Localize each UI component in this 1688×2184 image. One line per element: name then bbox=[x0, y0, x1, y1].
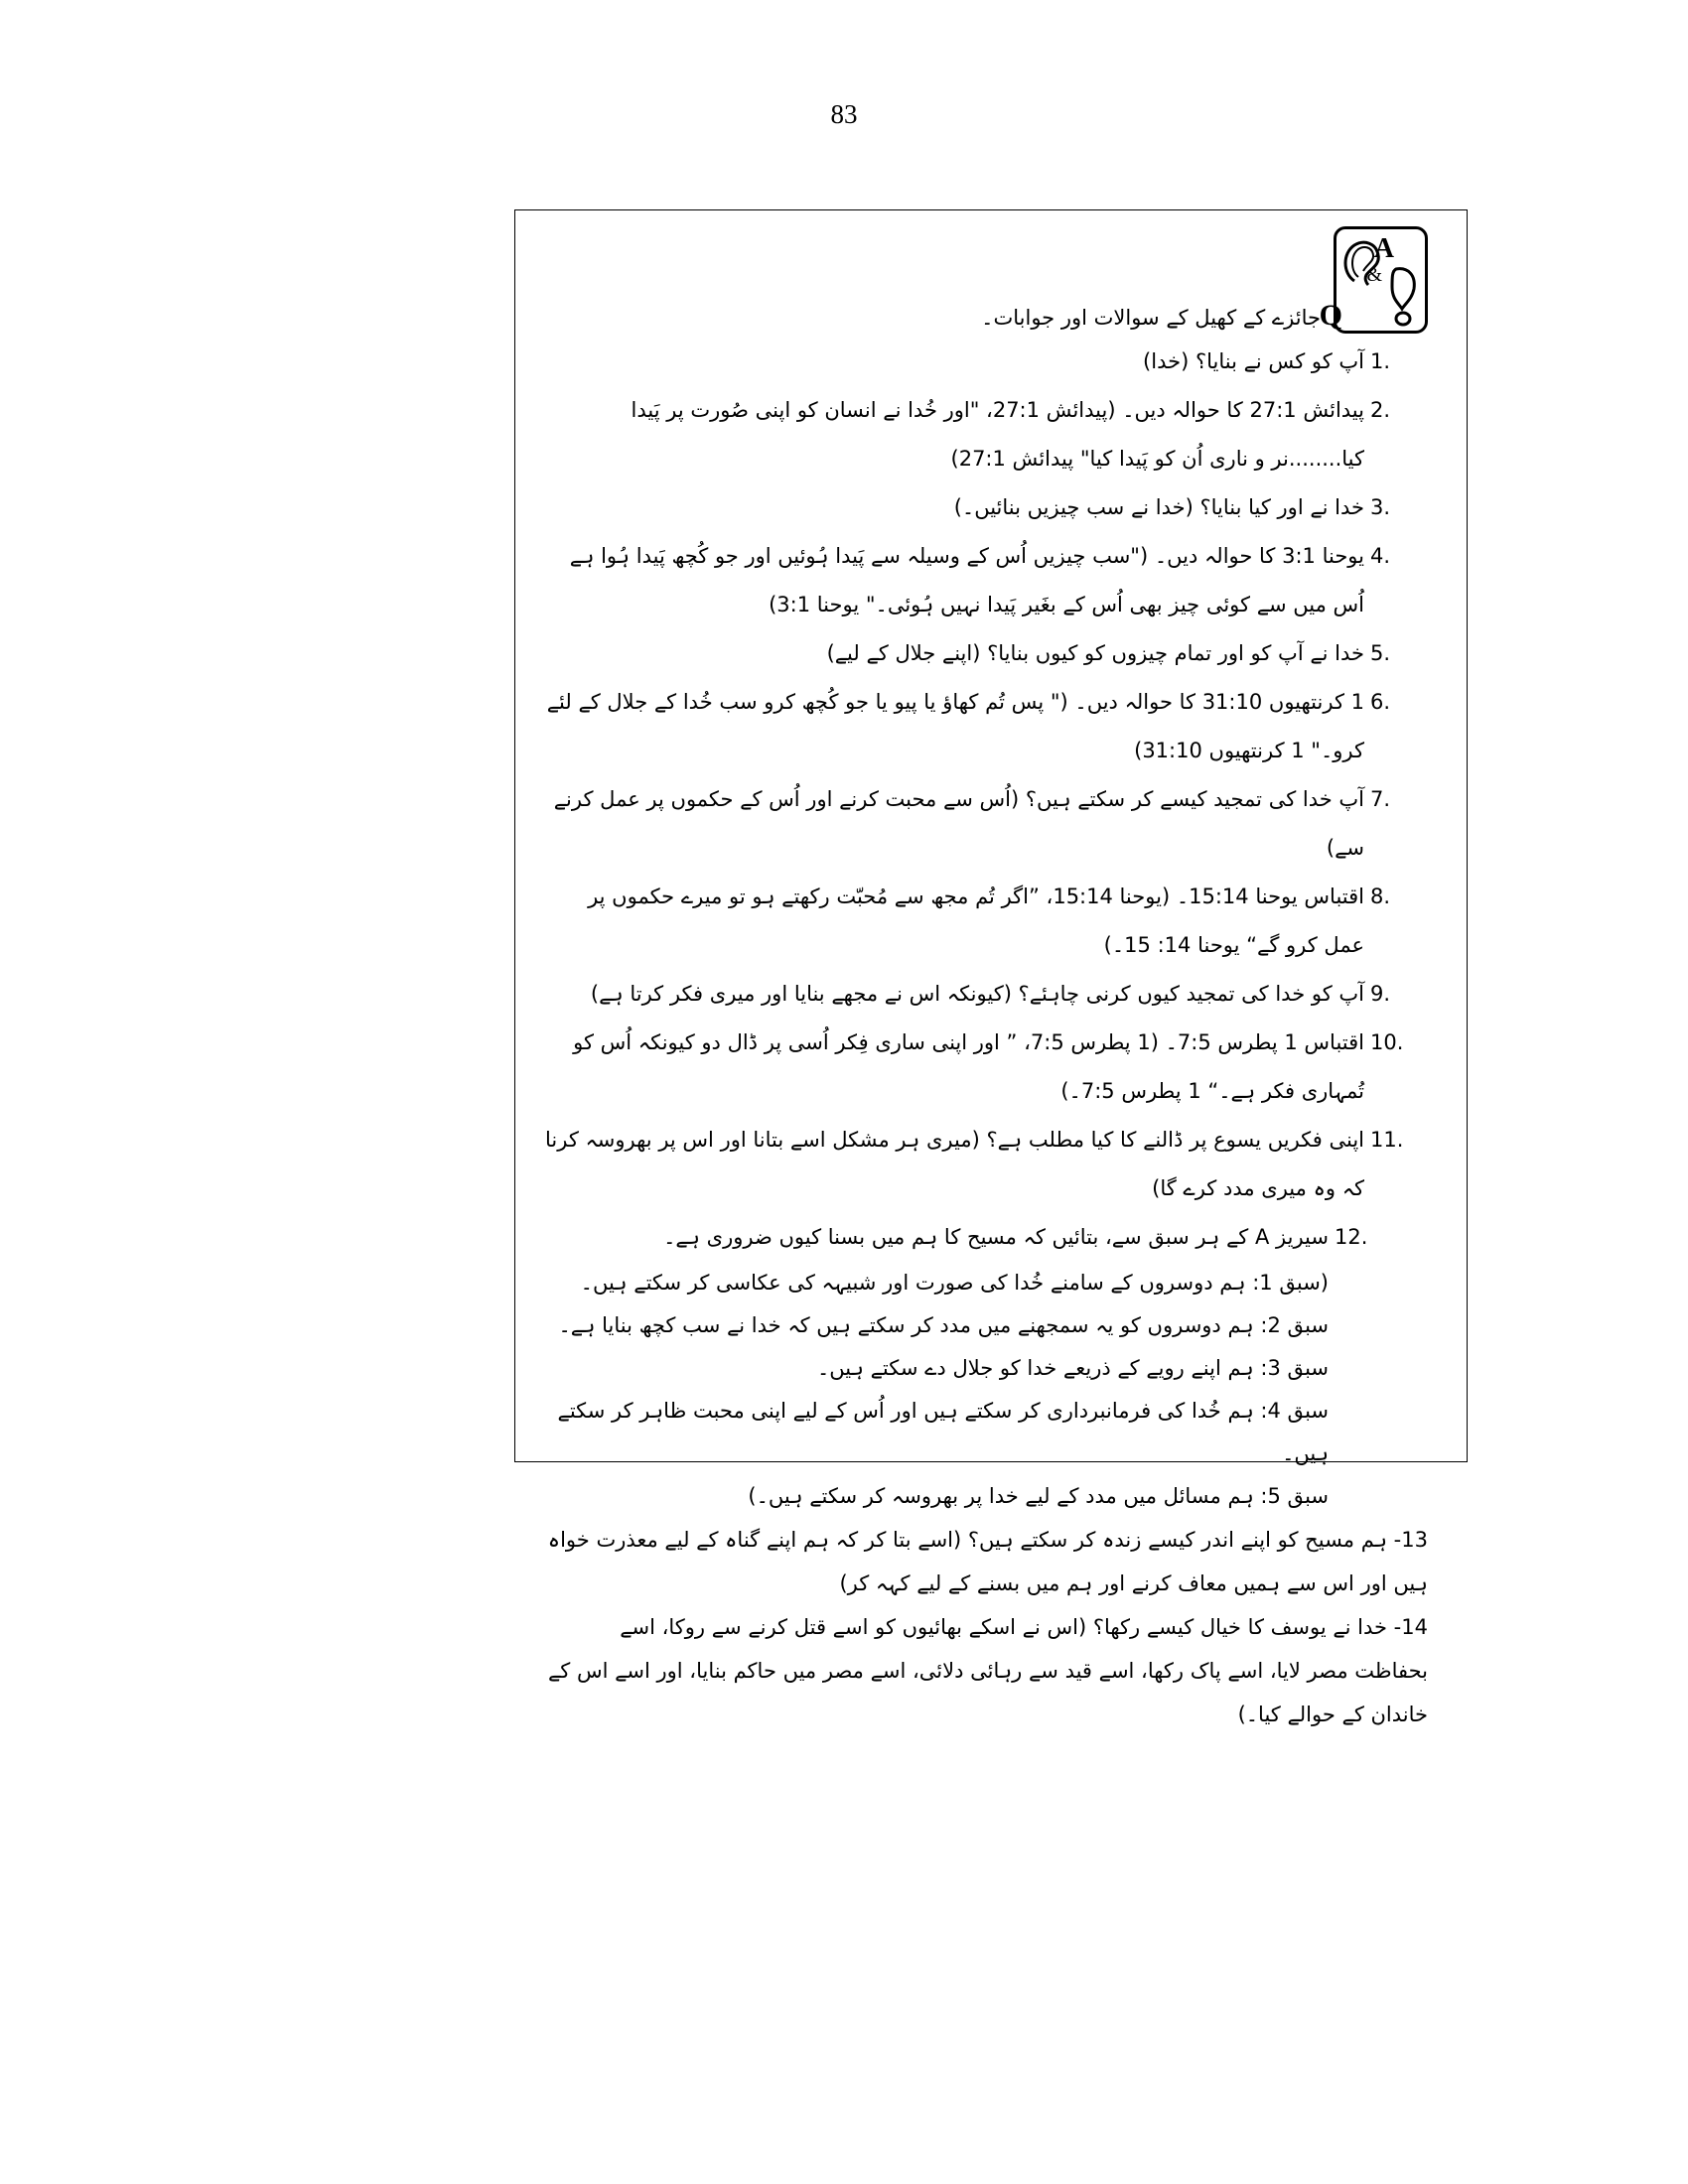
item-number: 8. bbox=[1370, 885, 1391, 908]
item-text: خدا نے آپ کو اور تمام چیزوں کو کیوں بنایا؟ (اپنے جلال کے لیے) bbox=[826, 641, 1364, 665]
badge-letter-a: A bbox=[1373, 233, 1394, 264]
item-text: آپ خدا کی تمجید کیسے کر سکتے ہیں؟ (اُس سے محبت کرنے اور اُس کے حکموں پر عمل کرنے سے) bbox=[553, 787, 1364, 860]
item-number: 6. bbox=[1370, 690, 1391, 714]
question-item bbox=[544, 678, 1428, 775]
lesson-item: سبق 2: ہم دوسروں کو یہ سمجھنے میں مدد کر سکتے ہیں کہ خدا نے سب کچھ بنایا ہے۔ bbox=[558, 1313, 1329, 1337]
item-number: 5. bbox=[1370, 641, 1391, 665]
question-item-13: 13- ہم مسیح کو اپنے اندر کیسے زندہ کر سکتے ہیں؟ (اسے بتا کر کہ ہم اپنے گناہ کے لیے معذرت خواہ ہیں اور اس سے ہمیں معاف کرنے اور ہم میں بسنے کے لیے کہہ کر) bbox=[547, 1528, 1428, 1595]
question-answer-icon bbox=[1319, 226, 1428, 334]
question-item bbox=[544, 775, 1428, 873]
item-number: 7. bbox=[1370, 787, 1391, 811]
item-text: اپنی فکریں یسوع پر ڈالنے کا کیا مطلب ہے؟ (میری ہر مشکل اسے بتانا اور اس پر بھروسہ کرنا کہ وہ میری مدد کرے گا) bbox=[544, 1128, 1364, 1200]
lesson-item: (سبق 1: ہم دوسروں کے سامنے خُدا کی صورت اور شبیہہ کی عکاسی کر سکتے ہیں۔ bbox=[580, 1271, 1329, 1295]
question-item bbox=[544, 873, 1428, 970]
item-number: 1. bbox=[1370, 349, 1391, 373]
item-number: 3. bbox=[1370, 495, 1391, 519]
item-text: آپ کو کس نے بنایا؟ (خدا) bbox=[1143, 349, 1364, 373]
item-text: خدا نے اور کیا بنایا؟ (خدا نے سب چیزیں بنائیں۔) bbox=[953, 495, 1364, 519]
lesson-list bbox=[544, 1262, 1428, 1518]
question-item bbox=[544, 1019, 1428, 1116]
lesson-item: سبق 3: ہم اپنے رویے کے ذریعے خدا کو جلال دے سکتے ہیں۔ bbox=[817, 1356, 1329, 1380]
question-item-14: 14- خدا نے یوسف کا خیال کیسے رکھا؟ (اس نے اسکے بھائیوں کو اسے قتل کرنے سے روکا، اسے بحفاظت مصر لایا، اسے پاک رکھا، اسے قید سے رہائی دلائی، اسے مصر میں حاکم بنایا، اور اسے اس کے خاندان کے حوالے کیا۔) bbox=[547, 1615, 1428, 1726]
item-number: 9. bbox=[1370, 982, 1391, 1006]
badge-ampersand: & bbox=[1366, 264, 1382, 286]
lesson-item: سبق 5: ہم مسائل میں مدد کے لیے خدا پر بھروسہ کر سکتے ہیں۔) bbox=[748, 1484, 1329, 1508]
question-item bbox=[544, 970, 1428, 1019]
lesson-item: سبق 4: ہم خُدا کی فرمانبرداری کر سکتے ہیں اور اُس کے لیے اپنی محبت ظاہر کر سکتے ہیں۔ bbox=[557, 1399, 1329, 1465]
question-item bbox=[544, 532, 1428, 629]
question-item bbox=[544, 483, 1428, 532]
question-item bbox=[544, 1213, 1428, 1262]
item-number: 2. bbox=[1370, 398, 1391, 422]
question-item bbox=[544, 629, 1428, 678]
item-text: سیریز A کے ہر سبق سے، بتائیں کہ مسیح کا ہم میں بسنا کیوں ضروری ہے۔ bbox=[663, 1225, 1329, 1249]
item-text: اقتباس 1 پطرس 7:5۔ (1 پطرس 7:5، ” اور اپنی ساری فِکر اُسی پر ڈال دو کیونکہ اُس کو تُمہاری فکر ہے۔“ 1 پطرس 7:5۔) bbox=[573, 1030, 1364, 1103]
item-text: اقتباس یوحنا 15:14۔ (یوحنا 15:14، ”اگر تُم مجھ سے مُحبّت رکھتے ہو تو میرے حکموں پر عمل کرو گے“ یوحنا 14: 15۔) bbox=[588, 885, 1364, 957]
section-header bbox=[544, 226, 1428, 338]
section-heading: جائزے کے کھیل کے سوالات اور جوابات۔ bbox=[981, 306, 1321, 330]
question-item bbox=[544, 1116, 1428, 1213]
item-text: پیدائش 27:1 کا حوالہ دیں۔ (پیدائش 27:1، "اور خُدا نے انسان کو اپنی صُورت پر پَیدا کیا........نر و ناری اُن کو پَیدا کیا" پیدائش 27:1) bbox=[631, 398, 1364, 471]
badge-letter-q: Q bbox=[1319, 299, 1342, 332]
item-text: 1 کرنتھیوں 31:10 کا حوالہ دیں۔ (" پس تُم کھاؤ یا پیو یا جو کُچھ کرو سب خُدا کے جلال کے لئے کرو۔" 1 کرنتھیوں 31:10) bbox=[546, 690, 1364, 762]
item-number: 4. bbox=[1370, 544, 1391, 568]
item-number: 12. bbox=[1335, 1225, 1368, 1249]
qa-section bbox=[544, 226, 1428, 1736]
item-text: آپ کو خدا کی تمجید کیوں کرنی چاہئے؟ (کیونکہ اس نے مجھے بنایا اور میری فکر کرتا ہے) bbox=[590, 982, 1364, 1006]
item-number: 10. bbox=[1370, 1030, 1404, 1054]
question-item bbox=[544, 338, 1428, 386]
page-number: 83 bbox=[830, 99, 858, 129]
question-list bbox=[544, 338, 1428, 1262]
item-text: یوحنا 3:1 کا حوالہ دیں۔ ("سب چیزیں اُس کے وسیلہ سے پَیدا ہُوئیں اور جو کُچھ پَیدا ہُوا ہے اُس میں سے کوئی چیز بھی اُس کے بغَیر پَیدا نہیں ہُوئی۔" یوحنا 3:1) bbox=[569, 544, 1364, 616]
item-number: 11. bbox=[1370, 1128, 1404, 1152]
question-item bbox=[544, 386, 1428, 483]
